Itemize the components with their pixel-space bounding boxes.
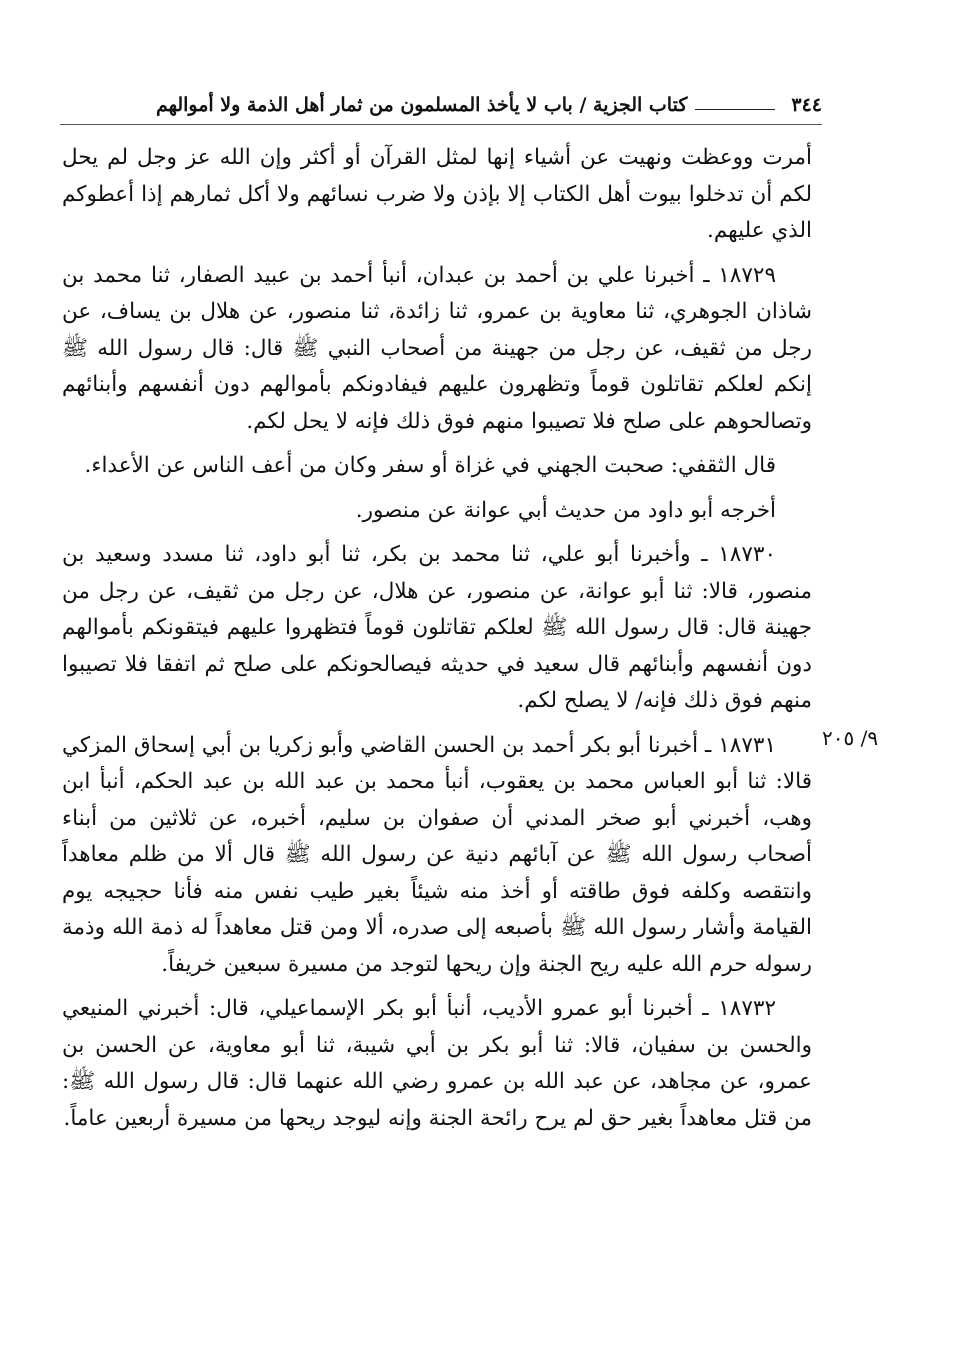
chapter-title: كتاب الجزية / باب لا يأخذ المسلمون من ثمار أهل الذمة ولا أموالهم — [155, 94, 688, 116]
page-number: ٣٤٤ — [791, 94, 822, 116]
hadith-18731: ١٨٧٣١ ـ أخبرنا أبو بكر أحمد بن الحسن القاضي وأبو زكريا بن أبي إسحاق المزكي قالا: ثنا أبو العباس محمد بن يعقوب، أنبأ محمد بن عبد الله بن عبد الحكم، أنبأ ابن وهب، أخبرني أبو صخر المدني أن صفوان بن سليم، أخبره، عن ثلاثين من أبناء أصحاب رسول الله ﷺ عن آبائهم دنية عن رسول الله ﷺ قال ألا من ظلم معاهداً وانتقصه وكلفه فوق طاقته أو أخذ منه شيئاً بغير طيب نفس منه فأنا حجيجه يوم القيامة وأشار رسول الله ﷺ بأصبعه إلى صدره، ألا ومن قتل معاهداً له ذمة الله وذمة رسوله حرم الله عليه ريح الجنة وإن ريحها لتوجد من مسيرة سبعين خريفاً. — [62, 732, 812, 977]
narrator-comment: قال الثقفي: صحبت الجهني في غزاة أو سفر وكان من أعف الناس عن الأعداء. — [84, 453, 776, 478]
hadith-18730: ١٨٧٣٠ ـ وأخبرنا أبو علي، ثنا محمد بن بكر، ثنا أبو داود، ثنا مسدد وسعيد بن منصور، قالا: ثنا أبو عوانة، عن منصور، عن هلال، عن رجل من ثقيف، عن رجل من جهينة قال: قال رسول الله ﷺ لعلكم تقاتلون قوماً فتظهروا عليهم فيتقونكم بأموالهم دون أنفسهم وأبنائهم قال سعيد في حديثه فيصالحونكم على صلح ثم اتفقا فلا تصيبوا منهم فوق ذلك فإنه/ لا يصلح لكم. — [62, 542, 812, 713]
running-header — [60, 88, 822, 122]
source-note: أخرجه أبو داود من حديث أبي عوانة عن منصور. — [355, 497, 776, 523]
margin-page-reference: ٩/ ٢٠٥ — [822, 726, 879, 750]
hadith-18729: ١٨٧٢٩ ـ أخبرنا علي بن أحمد بن عبدان، أنبأ أحمد بن عبيد الصفار، ثنا محمد بن شاذان الجوهري، ثنا معاوية بن عمرو، ثنا زائدة، ثنا منصور، عن هلال بن يساف، عن رجل من ثقيف، عن رجل من جهينة من أصحاب النبي ﷺ قال: قال رسول الله ﷺ إنكم لعلكم تقاتلون قوماً وتظهرون عليهم فيفادونكم بأموالهم دون أنفسهم وأبنائهم وتصالحوهم على صلح فلا تصيبوا منهم فوق ذلك فإنه لا يحل لكم. — [62, 262, 812, 434]
header-rule — [695, 109, 775, 110]
text-paragraph: أمرت ووعظت ونهيت عن أشياء إنها لمثل القرآن أو أكثر وإن الله عز وجل لم يحل لكم أن تدخلوا بيوت أهل الكتاب إلا بإذن ولا ضرب نسائهم ولا أكل ثمارهم إذا أعطوكم الذي عليهم. — [62, 145, 812, 243]
hadith-18732: ١٨٧٣٢ ـ أخبرنا أبو عمرو الأديب، أنبأ أبو بكر الإسماعيلي، قال: أخبرني المنيعي والحسن بن سفيان، قالا: ثنا أبو بكر بن أبي شيبة، ثنا أبو معاوية، عن الحسن بن عمرو، عن مجاهد، عن عبد الله بن عمرو رضي الله عنهما قال: قال رسول الله ﷺ: من قتل معاهداً بغير حق لم يرح رائحة الجنة وإنه ليوجد ريحها من مسيرة أربعين عاماً. — [62, 996, 812, 1131]
header-divider — [60, 124, 822, 125]
page-body — [62, 140, 812, 1145]
